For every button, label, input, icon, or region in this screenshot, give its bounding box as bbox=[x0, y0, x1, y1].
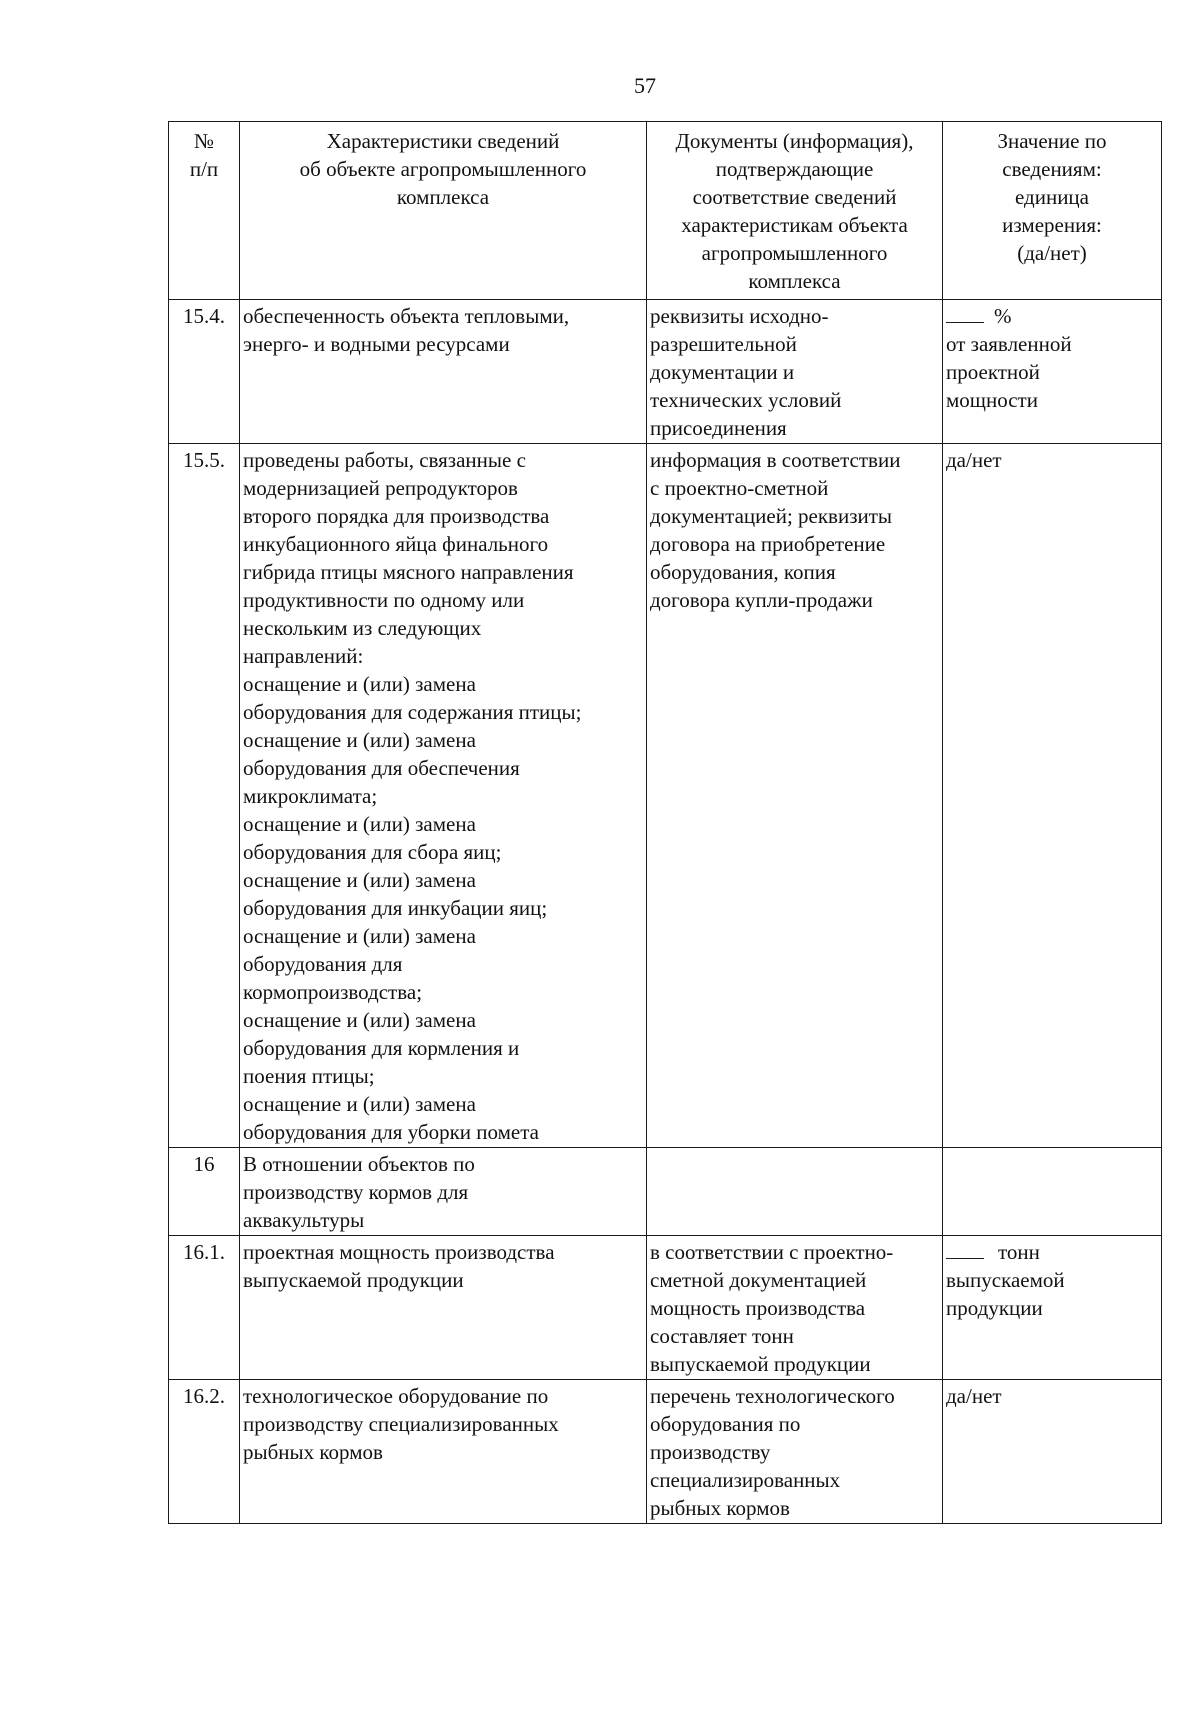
row-value: да/нет bbox=[943, 1380, 1162, 1524]
value-unit: тонн bbox=[998, 1240, 1040, 1264]
row-number: 15.4. bbox=[169, 300, 240, 444]
row-documents: информация в соответствии с проектно-сметной документацией; реквизиты договора на приобретение оборудования, копия договора купли-продажи bbox=[647, 444, 943, 1148]
table-header-row bbox=[169, 122, 1162, 300]
page-number: 57 bbox=[634, 73, 656, 98]
row-documents: в соответствии с проектно- сметной документацией мощность производства составляет тонн выпускаемой продукции bbox=[647, 1236, 943, 1380]
table-row bbox=[169, 300, 1162, 444]
header-number: № п/п bbox=[169, 122, 240, 300]
table-row bbox=[169, 1380, 1162, 1524]
table-row bbox=[169, 1236, 1162, 1380]
table-row bbox=[169, 1148, 1162, 1236]
value-unit: % bbox=[994, 304, 1012, 328]
row-number: 16.2. bbox=[169, 1380, 240, 1524]
row-characteristic: В отношении объектов по производству кормов для аквакультуры bbox=[240, 1148, 647, 1236]
row-value: % от заявленной проектной мощности bbox=[943, 300, 1162, 444]
row-value: тонн выпускаемой продукции bbox=[943, 1236, 1162, 1380]
row-documents bbox=[647, 1148, 943, 1236]
row-number: 16.1. bbox=[169, 1236, 240, 1380]
blank-field bbox=[946, 302, 984, 323]
row-value: да/нет bbox=[943, 444, 1162, 1148]
row-value bbox=[943, 1148, 1162, 1236]
row-characteristic: проектная мощность производства выпускаемой продукции bbox=[240, 1236, 647, 1380]
table-row bbox=[169, 444, 1162, 1148]
row-characteristic: проведены работы, связанные с модернизацией репродукторов второго порядка для производства инкубационного яйца финального гибрида птицы мясного направления продуктивности по одному или нескольким из следующих направлений: оснащение и (или) замена оборудования для содержания птицы; оснащение и (или) замена оборудования для обеспечения микроклимата; оснащение и (или) замена оборудования для сбора яиц; оснащение и (или) замена оборудования для инкубации яиц; оснащение и (или) замена оборудования для кормопроизводства; оснащение и (или) замена оборудования для кормления и поения птицы; оснащение и (или) замена оборудования для уборки помета bbox=[240, 444, 647, 1148]
row-characteristic: обеспеченность объекта тепловыми, энерго- и водными ресурсами bbox=[240, 300, 647, 444]
row-documents: реквизиты исходно- разрешительной документации и технических условий присоединения bbox=[647, 300, 943, 444]
row-number: 15.5. bbox=[169, 444, 240, 1148]
blank-field bbox=[946, 1238, 984, 1259]
header-documents: Документы (информация), подтверждающие соответствие сведений характеристикам объекта агропромышленного комплекса bbox=[647, 122, 943, 300]
row-characteristic: технологическое оборудование по производству специализированных рыбных кормов bbox=[240, 1380, 647, 1524]
requirements-table bbox=[168, 121, 1162, 1524]
row-documents: перечень технологического оборудования по производству специализированных рыбных кормов bbox=[647, 1380, 943, 1524]
header-characteristics: Характеристики сведений об объекте агропромышленного комплекса bbox=[240, 122, 647, 300]
header-value: Значение по сведениям: единица измерения: (да/нет) bbox=[943, 122, 1162, 300]
row-number: 16 bbox=[169, 1148, 240, 1236]
